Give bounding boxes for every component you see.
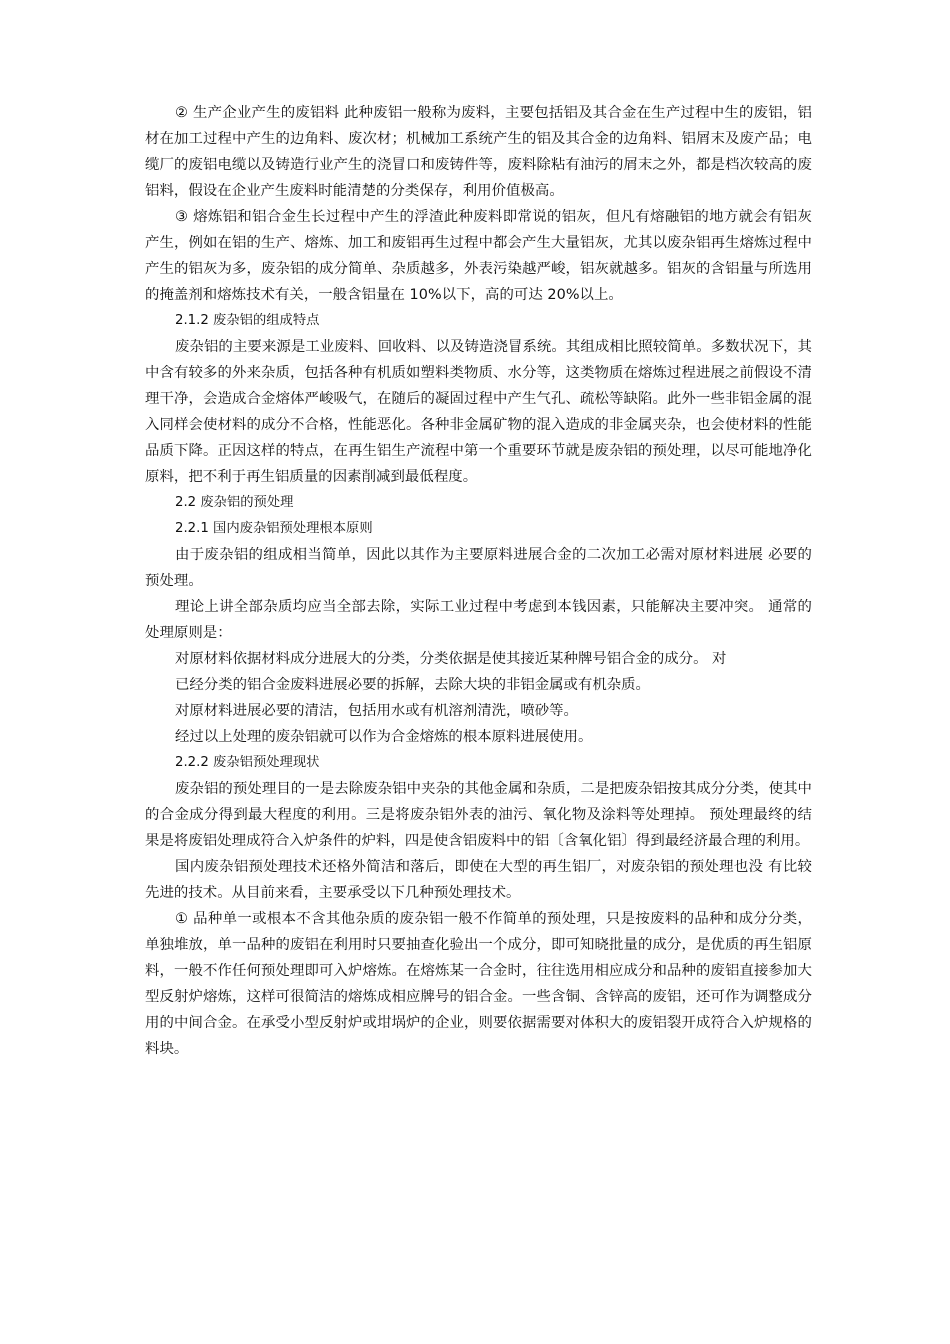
heading-2-2: 2.2 废杂铝的预处理 bbox=[175, 495, 294, 510]
heading-2-2-2: 2.2.2 废杂铝预处理现状 bbox=[175, 755, 320, 770]
principle-item: 经过以上处理的废杂铝就可以作为合金熔炼的根本原料进展使用。 bbox=[175, 729, 593, 745]
para-domestic-status: 国内废杂铝预处理技术还格外简洁和落后，即使在大型的再生铝厂，对废杂铝的预处理也没 有比较先进的技术。从目前来看，主要承受以下几种预处理技术。 bbox=[145, 859, 812, 901]
para-aluminum-dross: ③ 熔炼铝和铝合金生长过程中产生的浮渣此种废料即常说的铝灰，但凡有熔融铝的地方就会有铝灰产生，例如在铝的生产、熔炼、加工和废铝再生过程中都会产生大量铝灰，尤其以废杂铝再生熔炼过程中产生的铝灰为多，废杂铝的成分简单、杂质越多，外表污染越严峻，铝灰就越多。铝灰的含铝量与所选用的掩盖剂和熔炼技术有关，一般含铝量在 10%以下，高的可达 20%以上。 bbox=[145, 209, 812, 303]
principle-item: 对原材料进展必要的清洁，包括用水或有机溶剂清洗，喷砂等。 bbox=[175, 703, 578, 719]
heading-2-2-1: 2.2.1 国内废杂铝预处理根本原则 bbox=[175, 521, 373, 536]
heading-2-1-2: 2.1.2 废杂铝的组成特点 bbox=[175, 313, 320, 328]
principle-item: 已经分类的铝合金废料进展必要的拆解，去除大块的非铝金属或有机杂质。 bbox=[175, 677, 650, 693]
para-composition: 废杂铝的主要来源是工业废料、回收料、以及铸造浇冒系统。其组成相比照较简单。多数状况下，其中含有较多的外来杂质，包括各种有机质如塑料类物质、水分等，这类物质在熔炼过程进展之前假设不清理干净，会造成合金熔体严峻吸气，在随后的凝固过程中产生气孔、疏松等缺陷。此外一些非铝金属的混入同样会使材料的成分不合格，性能恶化。各种非金属矿物的混入造成的非金属夹杂，也会使材料的性能品质下降。正因这样的特点，在再生铝生产流程中第一个重要环节就是废杂铝的预处理，以尽可能地净化原料，把不利于再生铝质量的因素削减到最低程度。 bbox=[145, 339, 812, 485]
para-theory: 理论上讲全部杂质均应当全部去除，实际工业过程中考虑到本钱因素，只能解决主要冲突。 通常的处理原则是： bbox=[145, 599, 812, 641]
principle-item: 对原材料依据材料成分进展大的分类，分类依据是使其接近某种牌号铝合金的成分。 对 bbox=[175, 651, 727, 667]
para-production-scrap: ② 生产企业产生的废铝料 此种废铝一般称为废料，主要包括铝及其合金在生产过程中生的废铝，铝材在加工过程中产生的边角料、废次材；机械加工系统产生的铝及其合金的边角料、铝屑末及废产品；电缆厂的废铝电缆以及铸造行业产生的浇冒口和废铸件等，废料除粘有油污的屑末之外，都是档次较高的废铝料，假设在企业产生废料时能清楚的分类保存，利用价值极高。 bbox=[145, 105, 812, 199]
para-necessity: 由于废杂铝的组成相当简单，因此以其作为主要原料进展合金的二次加工必需对原材料进展 必要的预处理。 bbox=[145, 547, 812, 589]
para-purpose: 废杂铝的预处理目的一是去除废杂铝中夹杂的其他金属和杂质，二是把废杂铝按其成分分类，使其中的合金成分得到最大程度的利用。三是将废杂铝外表的油污、氧化物及涂料等处理掉。 预处理最终的结果是将废铝处理成符合入炉条件的炉料，四是使含铝废料中的铝〔含氧化铝〕得到最经济最合理的利用。 bbox=[145, 781, 812, 849]
para-single-variety: ① 品种单一或根本不含其他杂质的废杂铝一般不作简单的预处理，只是按废料的品种和成分分类，单独堆放，单一品种的废铝在利用时只要抽查化验出一个成分，即可知晓批量的成分，是优质的再生铝原料，一般不作任何预处理即可入炉熔炼。在熔炼某一合金时，往往选用相应成分和品种的废铝直接参加大型反射炉熔炼，这样可很简洁的熔炼成相应牌号的铝合金。一些含铜、含锌高的废铝，还可作为调整成分用的中间合金。在承受小型反射炉或坩埚炉的企业，则要依据需要对体积大的废铝裂开成符合入炉规格的料块。 bbox=[145, 911, 812, 1057]
document-body bbox=[145, 100, 812, 1062]
